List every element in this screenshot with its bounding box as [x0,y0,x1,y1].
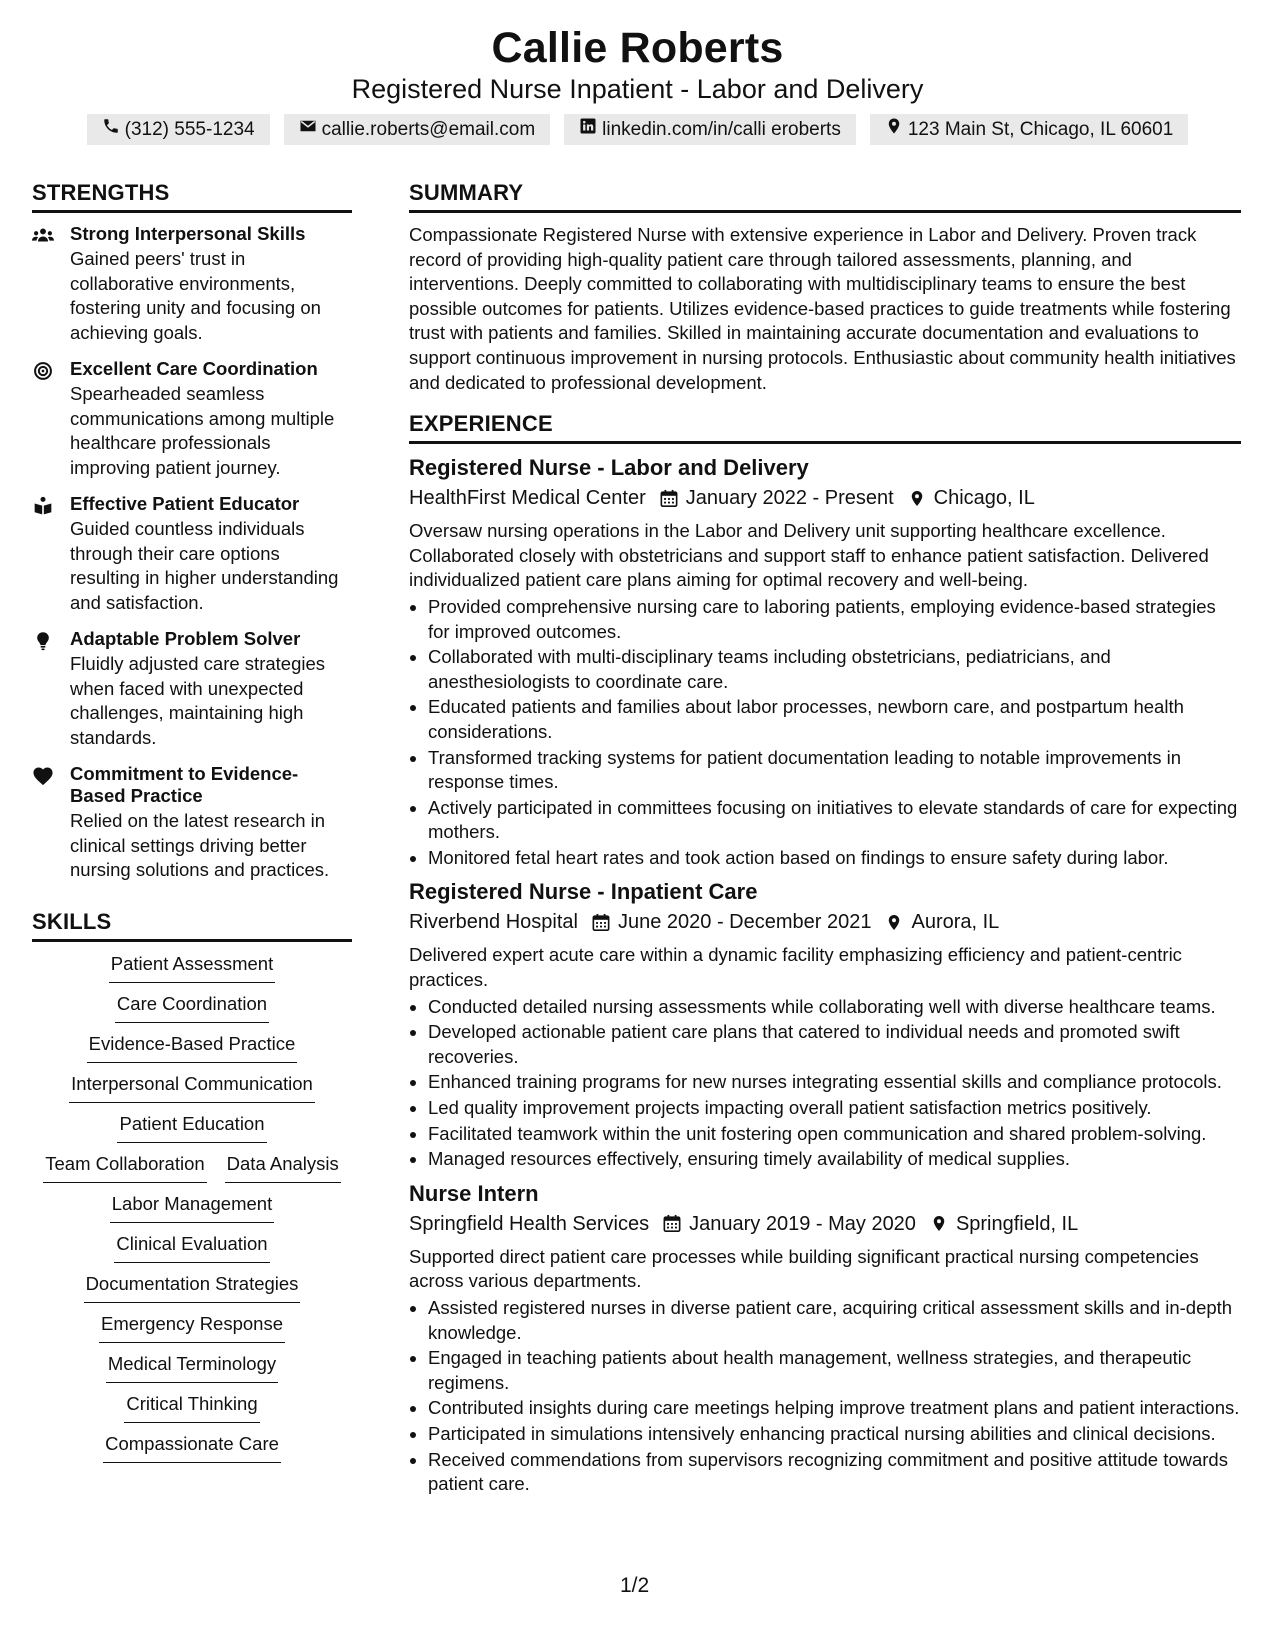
job-entry [409,454,1241,870]
job-location: Springfield, IL [955,1212,1079,1235]
list-item: • Assisted registered nurses in diverse patient care, acquiring critical assessment skills and in-depth knowledge. [428,1296,1241,1345]
map-pin-icon [885,116,903,143]
company-name: Riverbend Hospital [409,911,578,934]
list-item: • Participated in simulations intensively enhancing practical nursing abilities and clinical decisions. [428,1422,1241,1447]
strength-item [32,223,352,345]
job-entry [409,878,1241,1171]
strength-title: Adaptable Problem Solver [70,628,301,649]
job-bullets [409,1296,1241,1497]
skill-tag: Interpersonal Communication [69,1072,315,1103]
job-bullets [409,995,1241,1172]
job-location: Chicago, IL [933,487,1035,510]
list-item: • Engaged in teaching patients about health management, wellness strategies, and therapeutic regimens. [428,1346,1241,1395]
list-item: • Transformed tracking systems for patient documentation leading to notable improvements in response times. [428,746,1241,795]
lightbulb-icon [32,628,70,750]
list-item: • Collaborated with multi-disciplinary teams including obstetricians, pediatricians, and anesthesiologists to coordinate care. [428,645,1241,694]
list-item: • Monitored fetal heart rates and took action based on findings to ensure safety during labor. [428,846,1241,871]
list-item: • Conducted detailed nursing assessments while collaborating well with diverse healthcare teams. [428,995,1241,1020]
job-location: Aurora, IL [911,911,1000,934]
skill-tag: Documentation Strategies [84,1272,301,1303]
heart-icon [32,763,70,883]
list-item: • Contributed insights during care meetings helping improve treatment plans and patient interactions. [428,1396,1241,1421]
list-item: • Actively participated in committees focusing on initiatives to elevate standards of care for expecting mothers. [428,796,1241,845]
strength-title: Effective Patient Educator [70,493,300,514]
company-name: Springfield Health Services [409,1212,650,1235]
phone-icon [102,116,120,143]
company-name: HealthFirst Medical Center [409,487,646,510]
skill-tag: Team Collaboration [43,1152,206,1183]
target-icon [32,358,70,480]
strength-item [32,763,352,883]
map-pin-icon [908,489,926,508]
left-column [32,178,352,1472]
job-description: Supported direct patient care processes while building significant practical nursing competencies across various departments. [409,1245,1199,1292]
job-dates: January 2022 - Present [685,487,894,510]
skills-list [32,952,352,1463]
job-meta [409,908,1241,936]
summary-text: Compassionate Registered Nurse with extensive experience in Labor and Delivery. Proven track record of providing high-quality patient care through tailored assessments, planning, and interventions. Deeply committed to collaborating with multidisciplinary teams to ensure the best possible outcomes for patients. Utilizes evidence-based practices to guide treatments while fostering trust with patients and families. Skilled in maintaining accurate documentation and evaluations to support continuous improvement in nursing protocols. Enthusiastic about community health initiatives and dedicated to professional development. [409,224,1236,393]
job-title: Registered Nurse - Inpatient Care [409,879,758,905]
calendar-icon [660,489,678,508]
strength-title: Strong Interpersonal Skills [70,223,306,244]
skill-tag: Data Analysis [225,1152,341,1183]
summary-heading: SUMMARY [409,178,1241,213]
skill-tag: Patient Assessment [109,952,275,983]
skill-tag: Patient Education [117,1112,266,1143]
job-title: Registered Nurse - Labor and Delivery [409,455,809,481]
contact-linkedin[interactable] [564,114,856,145]
contact-bar [0,114,1275,145]
list-item: • Provided comprehensive nursing care to laboring patients, employing evidence-based strategies for improved outcomes. [428,595,1241,644]
strengths-heading: STRENGTHS [32,178,352,213]
list-item: • Led quality improvement projects impacting overall patient satisfaction metrics positively. [428,1096,1241,1121]
contact-email-text: callie.roberts@email.com [321,119,536,140]
job-entry [409,1180,1241,1497]
job-meta [409,484,1241,512]
skill-tag: Critical Thinking [124,1392,259,1423]
skill-tag: Clinical Evaluation [114,1232,269,1263]
job-dates: June 2020 - December 2021 [617,911,872,934]
strength-description: Guided countless individuals through their care options resulting in higher understanding and satisfaction. [70,518,339,613]
linkedin-icon [579,116,597,143]
candidate-name: Callie Roberts [491,24,784,72]
skill-tag: Medical Terminology [106,1352,278,1383]
envelope-icon [299,116,317,143]
strength-description: Relied on the latest research in clinical settings driving better nursing solutions and practices. [70,810,330,880]
strength-item [32,493,352,615]
resume-header [0,22,1275,145]
job-meta [409,1210,1241,1238]
contact-phone-text: (312) 555-1234 [124,119,255,140]
list-item: • Facilitated teamwork within the unit fostering open communication and shared problem-solving. [428,1122,1241,1147]
list-item: • Received commendations from supervisors recognizing commitment and positive attitude towards patient care. [428,1448,1241,1497]
skill-tag: Compassionate Care [103,1432,281,1463]
skill-tag: Labor Management [110,1192,274,1223]
map-pin-icon [885,913,903,932]
job-description: Oversaw nursing operations in the Labor and Delivery unit supporting healthcare excellence. Collaborated closely with obstetricians and support staff to enhance patient satisfaction. Delivered individualized patient care plans aiming for optimal recovery and well-being. [409,520,1209,591]
strength-item [32,628,352,750]
right-column [409,178,1241,1505]
strength-description: Gained peers' trust in collaborative environments, fostering unity and focusing on achieving goals. [70,248,321,343]
contact-email[interactable] [284,114,551,145]
strength-title: Commitment to Evidence-Based Practice [70,763,299,806]
users-icon [32,223,70,345]
experience-heading: EXPERIENCE [409,409,1241,444]
strength-title: Excellent Care Coordination [70,358,318,379]
calendar-icon [663,1214,681,1233]
skill-tag: Emergency Response [99,1312,285,1343]
job-description: Delivered expert acute care within a dynamic facility emphasizing efficiency and patient-centric practices. [409,944,1182,991]
skill-tag: Evidence-Based Practice [87,1032,298,1063]
job-dates: January 2019 - May 2020 [689,1212,916,1235]
list-item: • Enhanced training programs for new nurses integrating essential skills and compliance protocols. [428,1070,1241,1095]
page-number: 1/2 [620,1574,650,1597]
contact-linkedin-text: linkedin.com/in/calli eroberts [602,119,841,140]
calendar-icon [592,913,610,932]
strength-description: Fluidly adjusted care strategies when faced with unexpected challenges, maintaining high standards. [70,653,326,748]
contact-address [870,114,1188,145]
skill-tag: Care Coordination [115,992,269,1023]
skills-heading: SKILLS [32,907,352,942]
candidate-title: Registered Nurse Inpatient - Labor and Delivery [351,74,924,104]
strength-item [32,358,352,480]
map-pin-icon [930,1214,948,1233]
job-title: Nurse Intern [409,1180,539,1206]
list-item: • Managed resources effectively, ensuring timely availability of medical supplies. [428,1147,1241,1172]
contact-address-text: 123 Main St, Chicago, IL 60601 [907,119,1174,140]
list-item: • Developed actionable patient care plans that catered to individual needs and promoted swift recoveries. [428,1020,1241,1069]
book-reader-icon [32,493,70,615]
job-bullets [409,595,1241,871]
contact-phone[interactable] [87,114,270,145]
strength-description: Spearheaded seamless communications among multiple healthcare professionals improving patient journey. [70,383,335,478]
list-item: • Educated patients and families about labor processes, newborn care, and postpartum health considerations. [428,695,1241,744]
